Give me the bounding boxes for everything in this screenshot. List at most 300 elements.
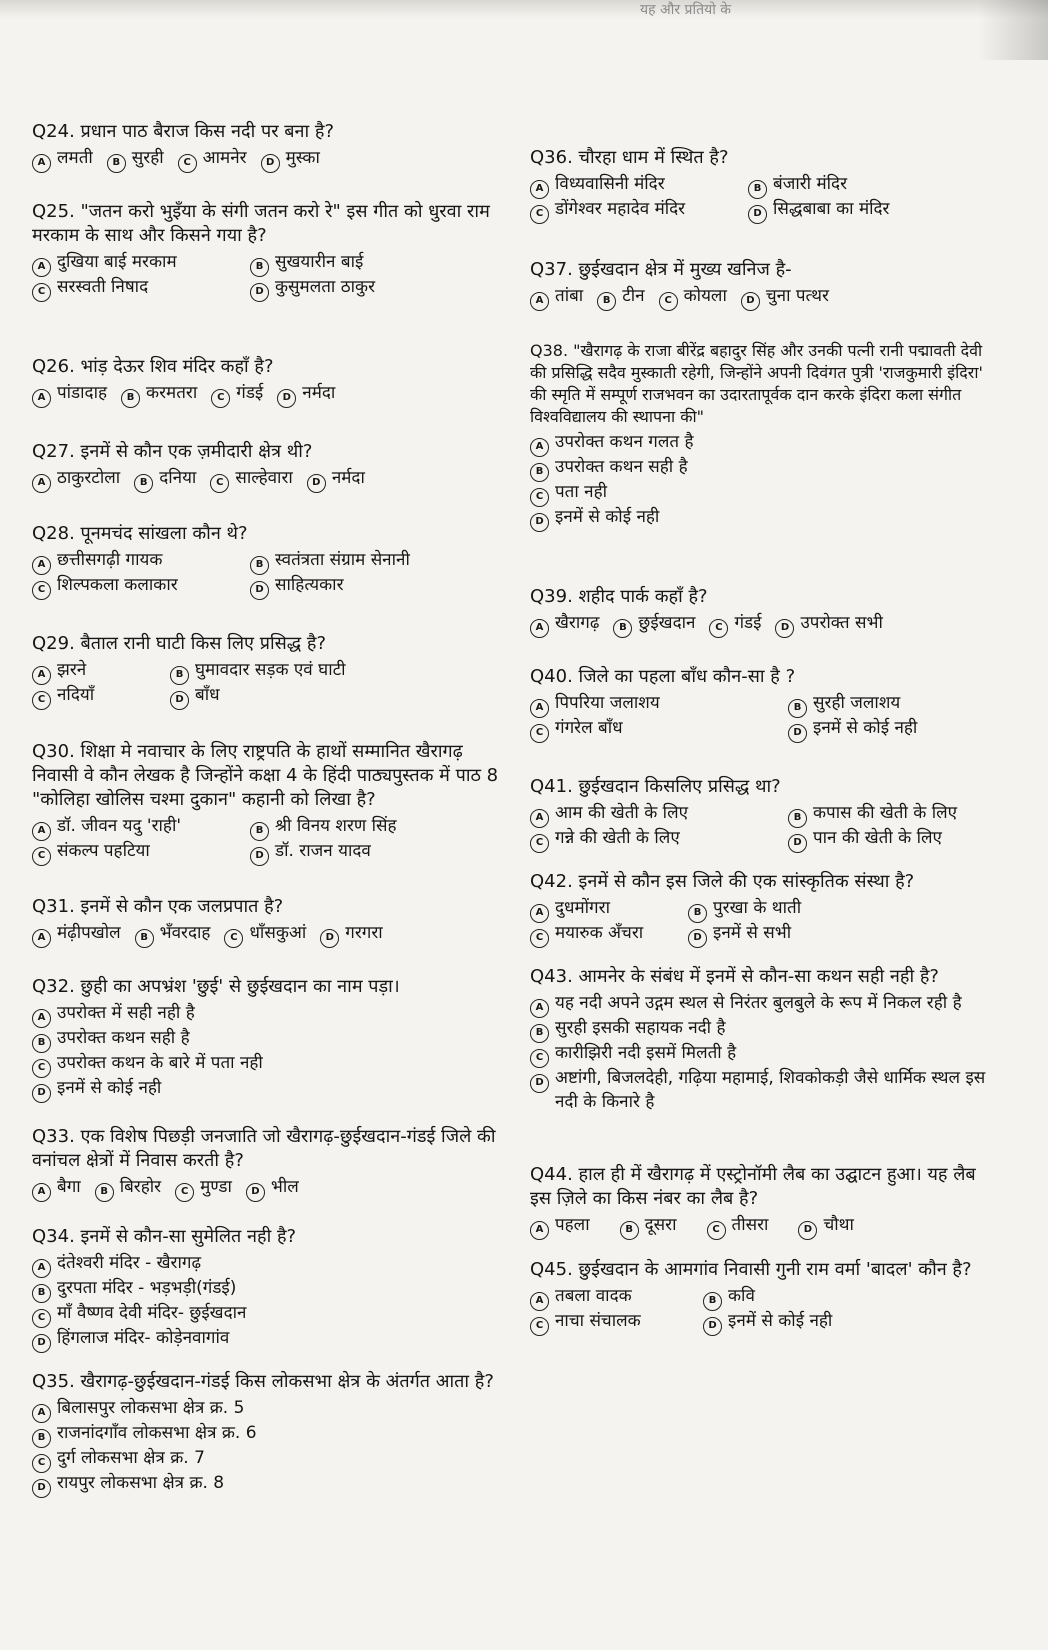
option-b[interactable] xyxy=(121,381,197,406)
option-c[interactable] xyxy=(530,921,680,946)
option-b[interactable] xyxy=(32,1421,492,1446)
option-b-marker: B xyxy=(748,180,767,199)
options xyxy=(530,691,1000,741)
option-a-marker: A xyxy=(530,438,549,457)
option-c[interactable] xyxy=(659,284,727,309)
question-text: Q45. छुईखदान के आमगांव निवासी गुनी राम वर्मा 'बादल' कौन है? xyxy=(530,1259,972,1280)
options xyxy=(32,814,502,864)
option-c[interactable] xyxy=(530,716,780,741)
option-text: उपरोक्त कथन सही है xyxy=(555,457,688,477)
option-b-marker: B xyxy=(95,1183,114,1202)
option-d[interactable] xyxy=(703,1309,933,1334)
option-a-marker: A xyxy=(32,1404,51,1423)
option-a[interactable] xyxy=(32,814,242,839)
option-text: तीसरा xyxy=(731,1215,769,1235)
option-d[interactable] xyxy=(246,1175,299,1200)
option-c[interactable] xyxy=(224,921,306,946)
options xyxy=(530,896,1000,946)
question-35 xyxy=(32,1370,502,1496)
option-text: कपास की खेती के लिए xyxy=(813,803,958,823)
option-text: साल्हेवारा xyxy=(235,468,293,488)
question-text: Q43. आमनेर के संबंध में इनमें से कौन-सा कथन सही नही है? xyxy=(530,966,939,987)
option-a[interactable] xyxy=(32,381,107,406)
option-d-marker: D xyxy=(703,1317,722,1336)
option-a-marker: A xyxy=(32,154,51,173)
option-d-marker: D xyxy=(261,154,280,173)
option-b[interactable] xyxy=(613,611,695,636)
option-a-marker: A xyxy=(530,1292,549,1311)
question-42 xyxy=(530,870,1000,946)
option-text: उपरोक्त कथन गलत है xyxy=(555,432,694,452)
option-c-marker: C xyxy=(530,724,549,743)
question-text: Q37. छुईखदान क्षेत्र में मुख्य खनिज है- xyxy=(530,259,792,280)
option-c-marker: C xyxy=(175,1183,194,1202)
option-text: पता नही xyxy=(555,482,608,502)
option-text: नर्मदा xyxy=(331,468,365,488)
option-c-marker: C xyxy=(530,1049,549,1068)
question-text: Q33. एक विशेष पिछड़ी जनजाति जो खैरागढ़-छुईखदान-गंडई जिले की वनांचल क्षेत्रों में निवास करती है? xyxy=(32,1126,496,1171)
options xyxy=(530,430,1000,530)
option-a[interactable] xyxy=(32,250,242,275)
option-d[interactable] xyxy=(530,505,990,530)
option-text: स्वतंत्रता संग्राम सेनानी xyxy=(275,550,410,570)
option-a-marker: A xyxy=(530,1221,549,1240)
option-b-marker: B xyxy=(613,619,632,638)
option-d-marker: D xyxy=(32,1084,51,1103)
options xyxy=(530,611,1000,636)
option-c[interactable] xyxy=(530,480,990,505)
option-text: खैरागढ़ xyxy=(555,613,600,633)
option-a[interactable] xyxy=(32,658,162,683)
option-b[interactable] xyxy=(530,1016,990,1041)
option-a[interactable] xyxy=(530,691,780,716)
option-a-marker: A xyxy=(32,666,51,685)
option-d[interactable] xyxy=(688,921,918,946)
option-text: बैगा xyxy=(57,1177,81,1197)
option-a[interactable] xyxy=(32,548,242,573)
option-d[interactable] xyxy=(307,466,365,491)
option-text: इनमें से कोई नही xyxy=(813,718,918,738)
option-text: कवि xyxy=(728,1286,755,1306)
option-text: उपरोक्त में सही नही है xyxy=(57,1003,195,1023)
options xyxy=(32,921,502,946)
question-40 xyxy=(530,665,1000,741)
option-c-marker: C xyxy=(530,834,549,853)
option-text: दंतेश्वरी मंदिर - खैरागढ़ xyxy=(57,1253,202,1273)
option-b-marker: B xyxy=(530,1024,549,1043)
option-b-marker: B xyxy=(703,1292,722,1311)
option-a[interactable] xyxy=(32,1251,492,1276)
option-d[interactable] xyxy=(250,839,480,864)
option-text: छुईखदान xyxy=(638,613,696,633)
option-d-marker: D xyxy=(775,619,794,638)
question-text: Q34. इनमें से कौन-सा सुमेलित नही है? xyxy=(32,1226,297,1247)
option-c[interactable] xyxy=(707,1213,769,1238)
option-text: तांबा xyxy=(555,286,584,306)
option-a-marker: A xyxy=(530,699,549,718)
option-text: नदियाँ xyxy=(57,685,95,705)
option-text: बंजारी मंदिर xyxy=(773,174,848,194)
option-b-marker: B xyxy=(788,699,807,718)
option-b[interactable] xyxy=(688,896,918,921)
options xyxy=(32,1175,502,1200)
option-c[interactable] xyxy=(210,466,292,491)
option-d-marker: D xyxy=(320,929,339,948)
question-29 xyxy=(32,632,502,708)
option-b[interactable] xyxy=(597,284,644,309)
option-text: भील xyxy=(270,1177,299,1197)
option-b-marker: B xyxy=(121,389,140,408)
option-c[interactable] xyxy=(32,573,242,598)
option-text: रायपुर लोकसभा क्षेत्र क्र. 8 xyxy=(57,1473,225,1493)
option-d-marker: D xyxy=(250,581,269,600)
question-28 xyxy=(32,522,502,598)
option-text: धाँसकुआं xyxy=(249,923,307,943)
options xyxy=(32,548,502,598)
question-43 xyxy=(530,965,1000,1114)
question-34 xyxy=(32,1225,502,1351)
question-39 xyxy=(530,585,1000,636)
option-d[interactable] xyxy=(748,197,978,222)
option-text: दूसरा xyxy=(644,1215,677,1235)
option-text: नर्मदा xyxy=(302,383,336,403)
question-32 xyxy=(32,975,502,1101)
option-c-marker: C xyxy=(32,1454,51,1473)
question-text: Q25. "जतन करो भुइँया के संगी जतन करो रे" इस गीत को धुरवा राम मरकाम के साथ और किसने गया है? xyxy=(32,201,490,246)
option-a-marker: A xyxy=(530,292,549,311)
option-b-marker: B xyxy=(32,1429,51,1448)
option-text: उपरोक्त कथन के बारे में पता नही xyxy=(57,1053,263,1073)
options xyxy=(530,172,1000,222)
option-b[interactable] xyxy=(250,548,480,573)
option-text: छत्तीसगढ़ी गायक xyxy=(57,550,163,570)
option-text: दनिया xyxy=(159,468,197,488)
option-text: उपरोक्त सभी xyxy=(800,613,883,633)
option-c[interactable] xyxy=(211,381,263,406)
option-a-marker: A xyxy=(32,822,51,841)
option-text: मुस्का xyxy=(285,148,320,168)
question-text: Q44. हाल ही में खैरागढ़ में एस्ट्रोनॉमी लैब का उद्घाटन हुआ। यह लैब इस ज़िले का किस नंबर का लैब है? xyxy=(530,1164,976,1209)
option-b-marker: B xyxy=(688,904,707,923)
option-text: डोंगेश्वर महादेव मंदिर xyxy=(555,199,686,219)
option-b[interactable] xyxy=(250,814,480,839)
question-41 xyxy=(530,775,1000,851)
option-b[interactable] xyxy=(748,172,978,197)
option-text: सरस्वती निषाद xyxy=(57,277,149,297)
option-d[interactable] xyxy=(277,381,335,406)
option-a-marker: A xyxy=(530,999,549,1018)
option-c-marker: C xyxy=(530,1317,549,1336)
option-d-marker: D xyxy=(250,283,269,302)
page-shadow xyxy=(978,0,1048,60)
options xyxy=(530,284,1000,309)
option-c-marker: C xyxy=(32,1309,51,1328)
option-a[interactable] xyxy=(32,921,121,946)
option-a-marker: A xyxy=(530,619,549,638)
option-d[interactable] xyxy=(170,683,470,708)
option-d-marker: D xyxy=(788,724,807,743)
question-text: Q38. "खैरागढ़ के राजा बीरेंद्र बहादुर सिंह और उनकी पत्नी रानी पद्मावती देवी की प्रसिद्धि सदैव मुस्काती रहेगी, जिन्होंने अपनी दिवंगत पुत्री 'राजकुमारी इंदिरा' की स्मृति में सम्पूर्ण राजभवन का उदारतापूर्वक दान करके इंदिरा कला संगीत विश्वविद्यालय की स्थापना की" xyxy=(530,341,983,426)
option-text: गरगरा xyxy=(345,923,383,943)
option-c-marker: C xyxy=(709,619,728,638)
option-text: करमतरा xyxy=(146,383,198,403)
option-text: दुर्ग लोकसभा क्षेत्र क्र. 7 xyxy=(57,1448,205,1468)
option-a-marker: A xyxy=(32,929,51,948)
option-d[interactable] xyxy=(741,284,829,309)
option-text: इनमें से कोई नही xyxy=(57,1078,162,1098)
question-27 xyxy=(32,440,502,491)
option-d-marker: D xyxy=(530,1074,549,1093)
option-text: सुखयारीन बाई xyxy=(275,252,364,272)
option-text: पुरखा के थाती xyxy=(713,898,802,918)
option-b-marker: B xyxy=(135,929,154,948)
option-b-marker: B xyxy=(620,1221,639,1240)
question-text: Q36. चौरहा धाम में स्थित है? xyxy=(530,147,729,168)
option-a-marker: A xyxy=(530,809,549,828)
question-25 xyxy=(32,200,502,300)
option-b[interactable] xyxy=(135,921,211,946)
option-text: गन्ने की खेती के लिए xyxy=(555,828,680,848)
option-a[interactable] xyxy=(32,466,120,491)
option-c[interactable] xyxy=(709,611,761,636)
option-a[interactable] xyxy=(32,1396,492,1421)
option-text: तबला वादक xyxy=(555,1286,632,1306)
question-text: Q30. शिक्षा मे नवाचार के लिए राष्ट्रपति के हाथों सम्मानित खैरागढ़ निवासी वे कौन लेखक है जिन्होंने कक्षा 4 के हिंदी पाठ्यपुस्तक में पाठ 8 "कोलिहा खोलिस चश्मा दुकान" कहानी को लिखा है? xyxy=(32,741,499,810)
option-a[interactable] xyxy=(530,611,599,636)
option-a[interactable] xyxy=(530,1284,695,1309)
option-d-marker: D xyxy=(741,292,760,311)
option-text: कारीझिरी नदी इसमें मिलती है xyxy=(555,1043,737,1063)
option-d[interactable] xyxy=(250,573,480,598)
option-c[interactable] xyxy=(178,146,247,171)
option-a-marker: A xyxy=(32,1009,51,1028)
question-26 xyxy=(32,355,502,406)
option-text: दुधमोंगरा xyxy=(555,898,610,918)
option-c[interactable] xyxy=(175,1175,232,1200)
option-text: लमती xyxy=(57,148,93,168)
option-text: मुण्डा xyxy=(200,1177,232,1197)
option-text: डॉ. राजन यादव xyxy=(275,841,371,861)
option-b[interactable] xyxy=(703,1284,933,1309)
options xyxy=(32,1251,502,1351)
option-c[interactable] xyxy=(32,1301,492,1326)
option-text: गंडई xyxy=(236,383,264,403)
option-text: पिपरिया जलाशय xyxy=(555,693,660,713)
question-37 xyxy=(530,258,1000,309)
option-a-marker: A xyxy=(530,180,549,199)
option-text: सुरही जलाशय xyxy=(813,693,901,713)
question-24 xyxy=(32,120,502,171)
option-b[interactable] xyxy=(250,250,480,275)
option-c-marker: C xyxy=(659,292,678,311)
option-text: गंडई xyxy=(734,613,762,633)
header-fragment: यह और प्रतियो के xyxy=(640,2,732,18)
option-b[interactable] xyxy=(32,1026,492,1051)
option-d[interactable] xyxy=(250,275,480,300)
option-text: ठाकुरटोला xyxy=(57,468,121,488)
option-d[interactable] xyxy=(32,1471,492,1496)
option-d[interactable] xyxy=(775,611,882,636)
option-b[interactable] xyxy=(107,146,164,171)
option-b[interactable] xyxy=(95,1175,161,1200)
option-b-marker: B xyxy=(250,258,269,277)
option-text: टीन xyxy=(622,286,645,306)
option-d[interactable] xyxy=(32,1076,492,1101)
option-d[interactable] xyxy=(530,1066,990,1114)
option-text: पांडादाह xyxy=(57,383,108,403)
option-a[interactable] xyxy=(530,896,680,921)
option-a[interactable] xyxy=(32,1001,492,1026)
question-44 xyxy=(530,1163,1000,1238)
option-a[interactable] xyxy=(530,430,990,455)
option-c-marker: C xyxy=(530,488,549,507)
option-b[interactable] xyxy=(32,1276,492,1301)
question-text: Q26. भांड़ देऊर शिव मंदिर कहाँ है? xyxy=(32,356,274,377)
option-a[interactable] xyxy=(530,801,780,826)
options xyxy=(32,1001,502,1101)
option-d[interactable] xyxy=(788,716,998,741)
option-a-marker: A xyxy=(32,556,51,575)
option-text: दुरपता मंदिर - भड़भड़ी(गंडई) xyxy=(57,1278,237,1298)
question-text: Q29. बैताल रानी घाटी किस लिए प्रसिद्ध है? xyxy=(32,633,327,654)
option-text: विध्यवासिनी मंदिर xyxy=(555,174,665,194)
option-a-marker: A xyxy=(32,474,51,493)
option-a[interactable] xyxy=(530,284,583,309)
option-c[interactable] xyxy=(32,839,242,864)
option-d-marker: D xyxy=(798,1221,817,1240)
option-b-marker: B xyxy=(788,809,807,828)
option-b[interactable] xyxy=(530,455,990,480)
option-d-marker: D xyxy=(748,205,767,224)
option-text: इनमें से कोई नही xyxy=(555,507,660,527)
option-text: राजनांदगाँव लोकसभा क्षेत्र क्र. 6 xyxy=(57,1423,257,1443)
option-b-marker: B xyxy=(530,463,549,482)
option-c-marker: C xyxy=(178,154,197,173)
option-text: घुमावदार सड़क एवं घाटी xyxy=(195,660,346,680)
option-a[interactable] xyxy=(530,172,740,197)
question-31 xyxy=(32,895,502,946)
option-c-marker: C xyxy=(707,1221,726,1240)
option-text: आमनेर xyxy=(202,148,247,168)
option-c[interactable] xyxy=(530,1041,990,1066)
option-d[interactable] xyxy=(788,826,998,851)
option-b[interactable] xyxy=(788,691,998,716)
options xyxy=(530,991,1000,1114)
option-b[interactable] xyxy=(134,466,196,491)
option-d[interactable] xyxy=(798,1213,853,1238)
option-b[interactable] xyxy=(620,1213,677,1238)
option-c-marker: C xyxy=(530,929,549,948)
option-a-marker: A xyxy=(32,258,51,277)
options xyxy=(32,146,502,171)
option-text: बाँध xyxy=(195,685,220,705)
option-text: साहित्यकार xyxy=(275,575,344,595)
option-a-marker: A xyxy=(32,1259,51,1278)
question-36 xyxy=(530,146,1000,222)
option-d[interactable] xyxy=(261,146,320,171)
option-a-marker: A xyxy=(32,1183,51,1202)
option-text: कोयला xyxy=(683,286,727,306)
option-text: संकल्प पहटिया xyxy=(57,841,150,861)
option-text: दुखिया बाई मरकाम xyxy=(57,252,177,272)
option-d-marker: D xyxy=(277,389,296,408)
option-a[interactable] xyxy=(530,1213,590,1238)
question-text: Q24. प्रधान पाठ बैराज किस नदी पर बना है? xyxy=(32,121,335,142)
option-text: चौथा xyxy=(823,1215,854,1235)
option-c[interactable] xyxy=(530,1309,695,1334)
option-text: सिद्धबाबा का मंदिर xyxy=(773,199,890,219)
question-text: Q42. इनमें से कौन इस जिले की एक सांस्कृतिक संस्था है? xyxy=(530,871,915,892)
option-d-marker: D xyxy=(246,1183,265,1202)
option-c[interactable] xyxy=(32,1446,492,1471)
question-text: Q27. इनमें से कौन एक ज़मीदारी क्षेत्र थी? xyxy=(32,441,313,462)
option-d-marker: D xyxy=(250,847,269,866)
option-b[interactable] xyxy=(788,801,998,826)
option-c-marker: C xyxy=(32,847,51,866)
option-text: सुरही xyxy=(131,148,164,168)
question-text: Q39. शहीद पार्क कहाँ है? xyxy=(530,586,708,607)
option-c[interactable] xyxy=(530,197,740,222)
option-text: भँवरदाह xyxy=(159,923,211,943)
option-text: इनमें से सभी xyxy=(713,923,792,943)
options xyxy=(32,381,502,406)
option-d-marker: D xyxy=(788,834,807,853)
option-text: नाचा संचालक xyxy=(555,1311,641,1331)
option-b-marker: B xyxy=(597,292,616,311)
option-b[interactable] xyxy=(170,658,470,683)
question-text: Q35. खैरागढ़-छुईखदान-गंडई किस लोकसभा क्षेत्र के अंतर्गत आता है? xyxy=(32,1371,494,1392)
options xyxy=(32,1396,502,1496)
option-c-marker: C xyxy=(32,691,51,710)
option-text: अष्टांगी, बिजलदेही, गढ़िया महामाई, शिवकोकड़ी जैसे धार्मिक स्थल इस नदी के किनारे है xyxy=(555,1068,986,1112)
option-text: कुसुमलता ठाकुर xyxy=(275,277,376,297)
page-top-edge xyxy=(0,0,1048,18)
question-text: Q40. जिले का पहला बाँध कौन-सा है ? xyxy=(530,666,796,687)
option-c-marker: C xyxy=(32,283,51,302)
options xyxy=(32,250,502,300)
option-d-marker: D xyxy=(307,474,326,493)
option-c[interactable] xyxy=(530,826,780,851)
option-a[interactable] xyxy=(32,146,93,171)
option-text: हिंगलाज मंदिर- कोड़ेनवागांव xyxy=(57,1328,230,1348)
option-text: चुना पत्थर xyxy=(765,286,829,306)
option-d-marker: D xyxy=(32,1479,51,1498)
option-b-marker: B xyxy=(32,1284,51,1303)
option-d[interactable] xyxy=(32,1326,492,1351)
option-c[interactable] xyxy=(32,683,162,708)
option-c[interactable] xyxy=(32,1051,492,1076)
option-c-marker: C xyxy=(210,474,229,493)
option-text: पहला xyxy=(555,1215,590,1235)
question-text: Q31. इनमें से कौन एक जलप्रपात है? xyxy=(32,896,284,917)
option-text: माँ वैष्णव देवी मंदिर- छुईखदान xyxy=(57,1303,247,1323)
question-text: Q28. पूनमचंद सांखला कौन थे? xyxy=(32,523,248,544)
option-c-marker: C xyxy=(32,1059,51,1078)
option-a[interactable] xyxy=(530,991,990,1016)
question-33 xyxy=(32,1125,502,1200)
option-text: इनमें से कोई नही xyxy=(728,1311,833,1331)
option-d-marker: D xyxy=(170,691,189,710)
option-text: श्री विनय शरण सिंह xyxy=(275,816,397,836)
option-a[interactable] xyxy=(32,1175,81,1200)
option-c[interactable] xyxy=(32,275,242,300)
option-b-marker: B xyxy=(107,154,126,173)
option-a-marker: A xyxy=(32,389,51,408)
option-text: आम की खेती के लिए xyxy=(555,803,688,823)
option-b-marker: B xyxy=(170,666,189,685)
option-d[interactable] xyxy=(320,921,382,946)
option-c-marker: C xyxy=(224,929,243,948)
